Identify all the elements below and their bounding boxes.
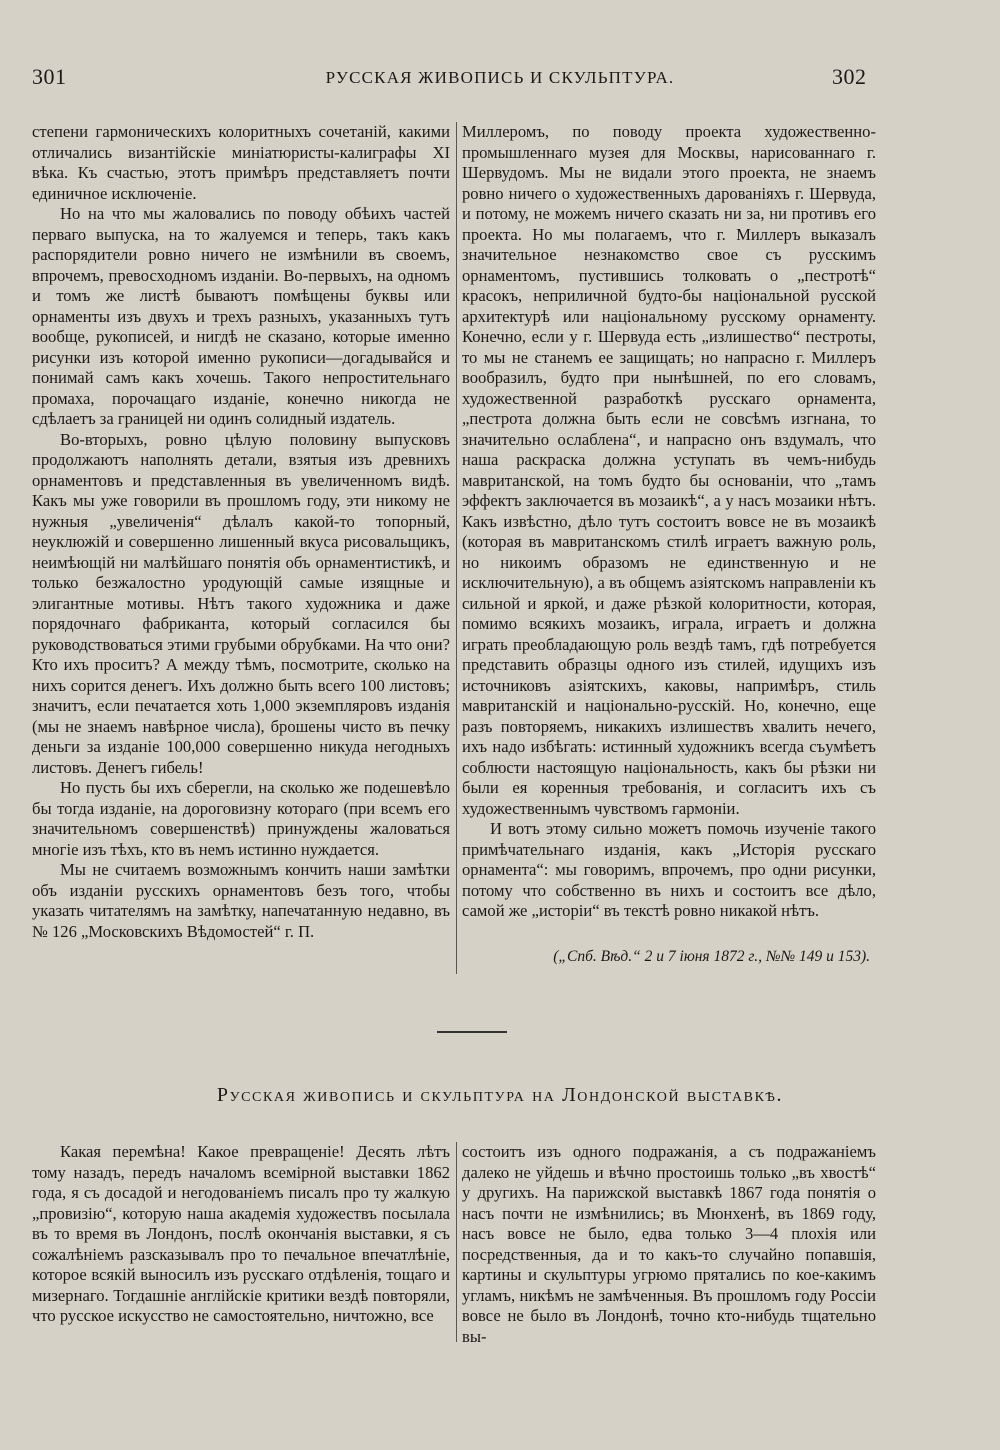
section-title: Русская живопись и скульптура на Лондонской выставкѣ.: [216, 1084, 784, 1106]
column-divider: [456, 1142, 457, 1342]
column-divider: [456, 122, 457, 974]
running-title: РУССКАЯ ЖИВОПИСЬ И СКУЛЬПТУРА.: [325, 68, 675, 87]
section2-right-column: [462, 1142, 876, 1347]
section1-right-column: [462, 122, 876, 922]
section-divider: [437, 1031, 507, 1033]
page-number-right: 302: [832, 64, 867, 89]
section1-left-column: [32, 122, 450, 942]
paragraph: Во-вторыхъ, ровно цѣлую половину выпусковъ продолжаютъ наполнять детали, взятыя изъ древнихъ орнаментовъ и представленныя въ увеличенномъ видѣ. Какъ мы уже говорили въ прошломъ году, эти никому не нужныя „увеличенія“ дѣлалъ какой-то топорный, неуклюжій и совершенно лишенный вкуса рисовальщикъ, неимѣющій ни малѣйшаго понятія объ орнаментистикѣ, и только безжалостно уродующій самые изящные и элигантные мотивы. Нѣтъ такого художника и даже порядочнаго фабриканта, который согласился бы руководствоваться этими грубыми обрубками. На что они? Кто ихъ проситъ? А между тѣмъ, посмотрите, сколько на нихъ сорится денегъ. Ихъ должно быть всего 100 листовъ; значитъ, если печатается хоть 1,000 экземпляровъ изданія (мы не знаемъ навѣрное числа), брошены чисто въ печку деньги за изданіе 100,000 совершенно никуда негодныхъ листовъ. Денегъ гибель!: [32, 429, 450, 777]
paragraph: степени гармоническихъ колоритныхъ сочетаній, какими отличались византійскіе миніатюристы-калиграфы XI вѣка. Къ счастью, этотъ примѣръ представляетъ почти единичное исключеніе.: [32, 122, 450, 203]
paragraph: Но на что мы жаловались по поводу обѣихъ частей перваго выпуска, на то жалуемся и теперь, такъ какъ распорядители ровно ничего не измѣнили въ своемъ, впрочемъ, превосходномъ изданіи. Во-первыхъ, на одномъ и томъ же листѣ бываютъ помѣщены буквы или орнаменты изъ двухъ и трехъ разныхъ, указанныхъ тутъ вообще, рукописей, и нигдѣ не сказано, которые именно рисунки изъ которой именно рукописи—догадывайся и понимай самъ какъ хочешь. Такого непростительнаго промаха, порочащаго изданіе, конечно никогда не сдѣлаетъ за границей ни одинъ солидный издатель.: [32, 204, 450, 428]
paragraph: И вотъ этому сильно можетъ помочь изученіе такого примѣчательнаго изданія, какъ „Исторія русскаго орнамента“: мы говоримъ, впрочемъ, про одни рисунки, потому что собственно въ нихъ и состоитъ все дѣло, самой же „исторіи“ въ текстѣ ровно никакой нѣтъ.: [462, 819, 876, 920]
paragraph: Мы не считаемъ возможнымъ кончить наши замѣтки объ изданіи русскихъ орнаментовъ безъ того, чтобы указать читателямъ на замѣтку, напечатанную недавно, въ № 126 „Московскихъ Вѣдомостей“ г. П.: [32, 860, 450, 941]
running-head: [0, 64, 1000, 94]
section2-left-column: [32, 1142, 450, 1327]
citation: („Спб. Вѣд.“ 2 и 7 іюня 1872 г., №№ 149 и 153).: [553, 948, 870, 965]
paragraph: Но пусть бы ихъ сберегли, на сколько же подешевѣло бы тогда изданіе, на дороговизну котораго (при всемъ его значительномъ совершенствѣ) принуждены жаловаться многіе изъ тѣхъ, кто въ немъ истинно нуждается.: [32, 778, 450, 859]
paragraph: состоитъ изъ одного подражанія, а съ подражаніемъ далеко не уйдешь и вѣчно простоишь только „въ хвостѣ“ у другихъ. На парижской выставкѣ 1867 года понятія о насъ почти не измѣнились; въ Мюнхенѣ, въ 1869 году, насъ вовсе не было, едва только 3—4 плохія или посредственныя, да и то какъ-то случайно попавшія, картины и скульптуры угрюмо прятались по кое-какимъ угламъ, никѣмъ не замѣченныя. Въ прошломъ году Россіи вовсе не было въ Лондонѣ, точно кто-нибудь тщательно вы-: [462, 1142, 876, 1346]
page-number-left: 301: [32, 64, 67, 89]
paragraph: Какая перемѣна! Какое превращеніе! Десять лѣтъ тому назадъ, передъ началомъ всемірной выставки 1862 года, я съ досадой и негодованіемъ писалъ про ту жалкую „провизію“, которую наша академія художествъ посылала въ то время въ Лондонъ, послѣ окончанія выставки, я съ сожалѣніемъ разсказывалъ про то печальное впечатлѣніе, которое всякій выносилъ изъ русскаго отдѣленія, тощаго и мизернаго. Тогдашніе англійскіе критики вездѣ повторяли, что русское искусство не самостоятельно, ничтожно, все: [32, 1142, 450, 1325]
paragraph: Миллеромъ, по поводу проекта художественно-промышленнаго музея для Москвы, нарисованнаго г. Шервудомъ. Мы не видали этого проекта, не знаемъ ровно ничего о художественныхъ дарованіяхъ г. Шервуда, и потому, не можемъ ничего сказать ни за, ни противъ его проекта. Но мы полагаемъ, что г. Миллеръ выказалъ значительное незнакомство свое съ русскимъ орнаментомъ, пустившись толковать о „пестротѣ“ красокъ, неприличной будто-бы національной русской архитектурѣ или національному русскому орнаменту. Конечно, если у г. Шервуда есть „излишество“ пестроты, то мы не станемъ ее защищать; но напрасно г. Миллеръ вообразилъ, будто при нынѣшней, по его словамъ, художественной разработкѣ русскаго орнамента, „пестрота должна быть если не совсѣмъ изгнана, то значительно ослаблена“, и напрасно онъ вздумалъ, что наша раскраска должна уступать въ чемъ-нибудь мавританской, на томъ будто бы основаніи, что „тамъ эффектъ заключается въ мозаикѣ“, а у насъ мозаики нѣтъ. Какъ извѣстно, дѣло тутъ состоитъ вовсе не въ мозаикѣ (которая въ мавританскомъ стилѣ играетъ важную роль, но никоимъ образомъ не единственную и не исключительную), а въ общемъ азіятскомъ направленіи къ сильной и яркой, и даже рѣзкой колоритности, которая, помимо всякихъ мозаикъ, играла, играетъ и должна играть преобладающую роль вездѣ тамъ, гдѣ потребуется представить образцы одного изъ стилей, идущихъ изъ источниковъ азіятскихъ, каковы, напримѣръ, стиль мавританскій и національно-русскій. Но, конечно, еще разъ повторяемъ, никакихъ излишествъ хвалить нечего, ихъ надо избѣгать: истинный художникъ всегда съумѣетъ соблюсти настоящую національность, какъ бы рѣзки ни были ея коренныя требованія, и согласитъ ихъ съ художественнымъ чувствомъ гармоніи.: [462, 122, 876, 818]
